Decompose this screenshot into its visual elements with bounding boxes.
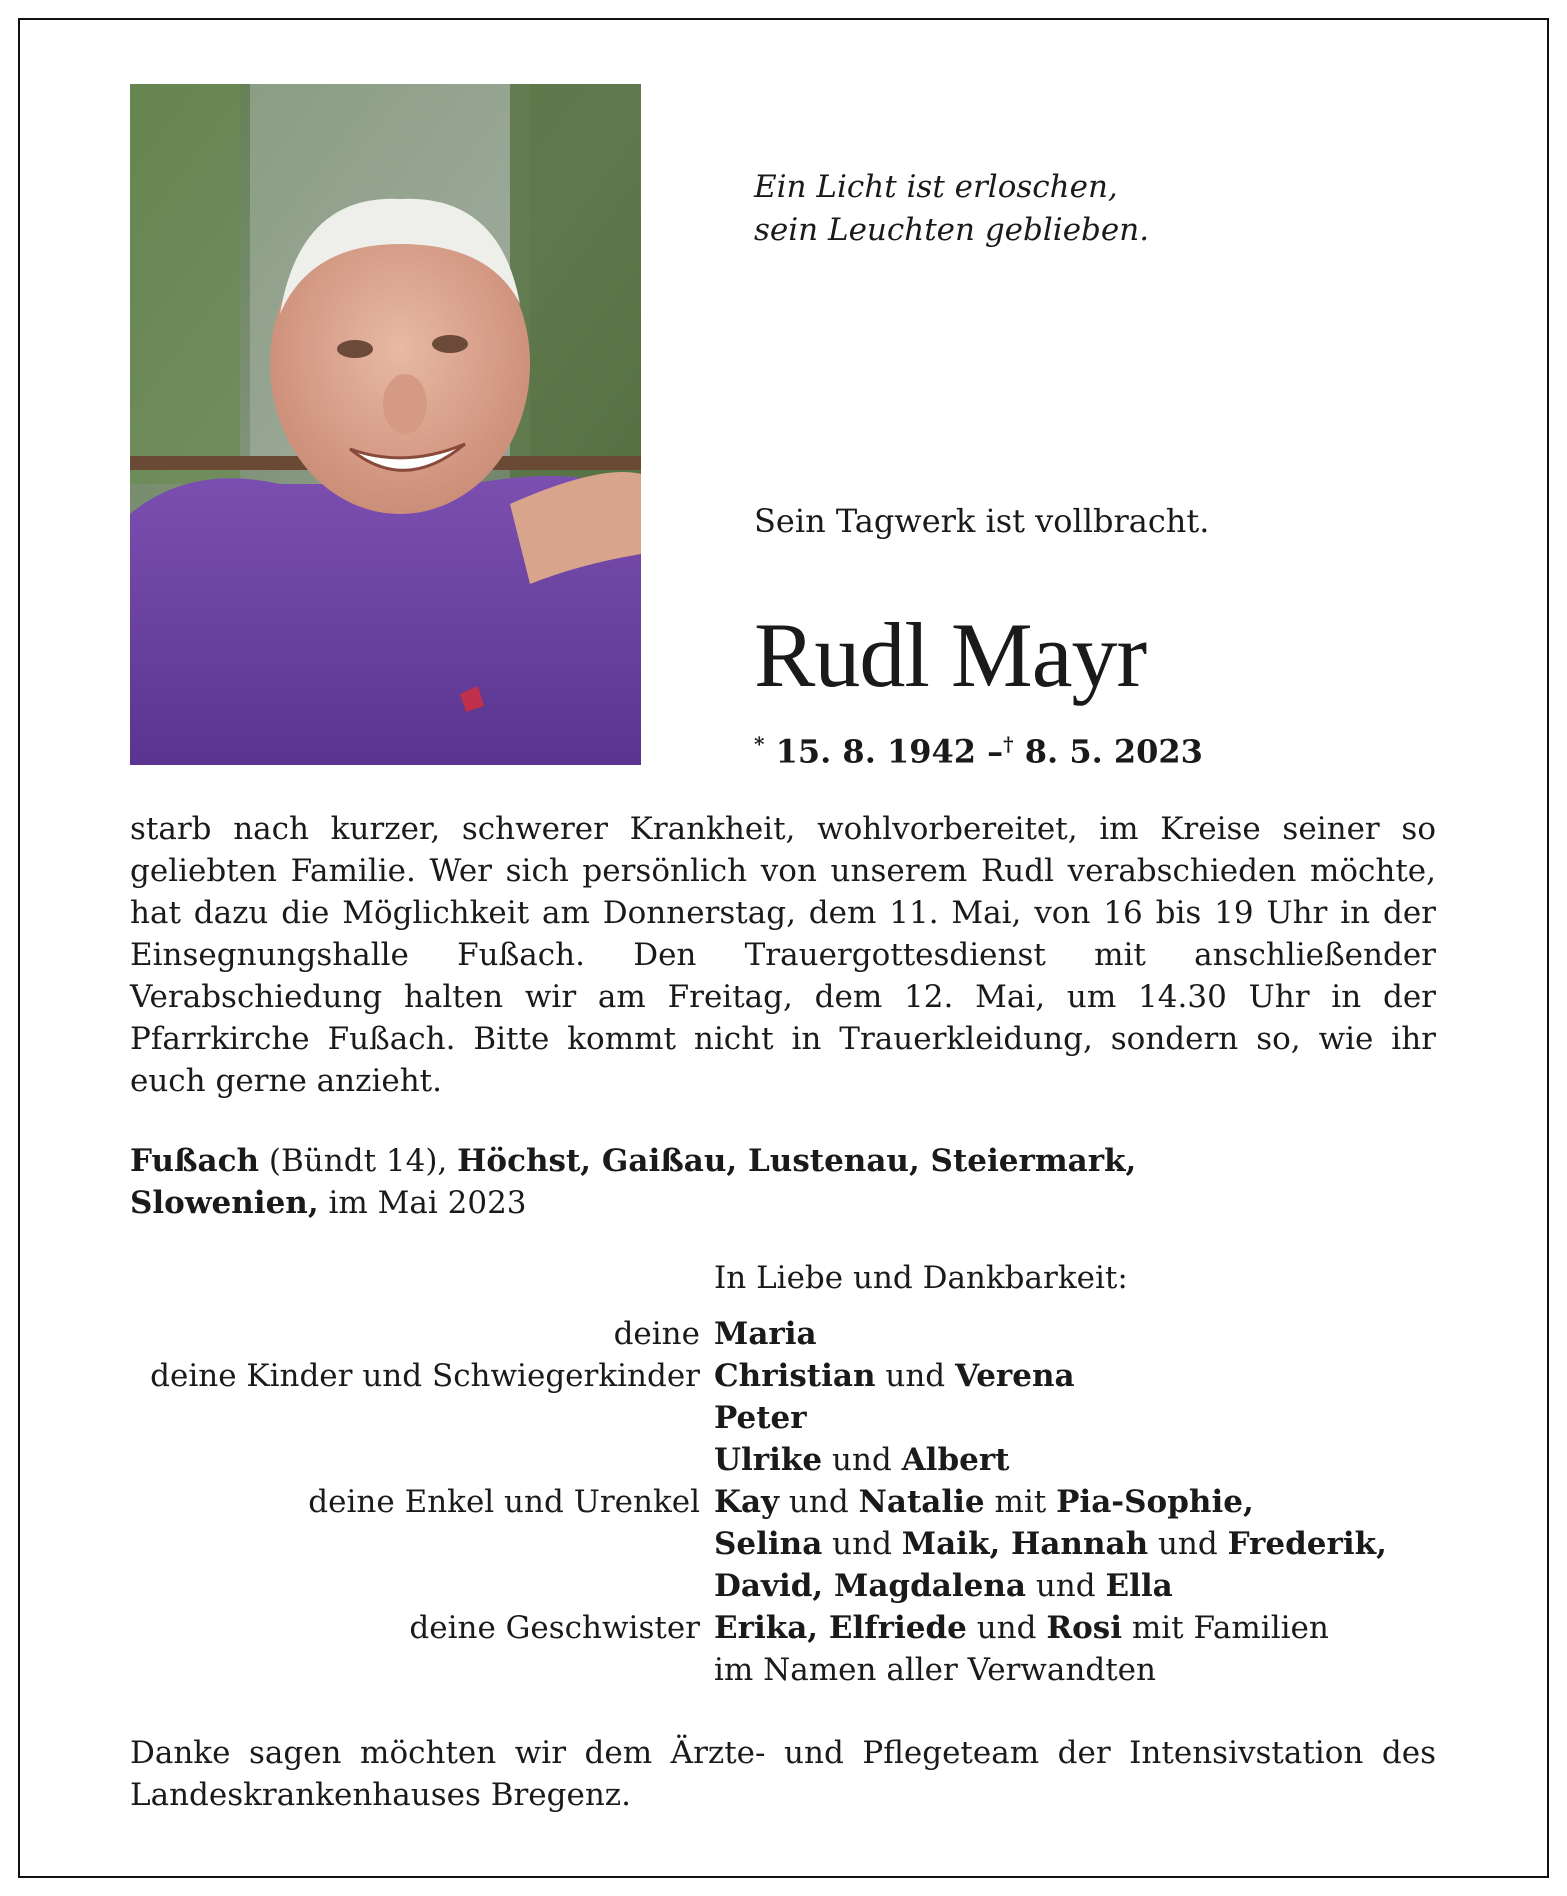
conjunction: und	[875, 1358, 955, 1394]
conjunction: mit	[984, 1484, 1057, 1520]
grandchild-name: Natalie	[858, 1484, 985, 1520]
quote-line-2: sein Leuchten geblieben.	[754, 212, 1150, 248]
family-row-siblings	[60, 1607, 1490, 1649]
family-row-grandchildren	[60, 1481, 1490, 1523]
grandchild-name: Maik, Hannah	[901, 1526, 1149, 1562]
closing-thanks: Danke sagen möchten wir dem Ärzte- und Pflegeteam der Intensivstation des Landeskrankenhauses Bregenz.	[130, 1735, 1436, 1813]
tagwerk-line: Sein Tagwerk ist vollbracht.	[754, 502, 1210, 540]
family-list	[60, 1313, 1490, 1691]
child-name: Christian	[714, 1358, 876, 1394]
grandchild-name: David, Magdalena	[714, 1568, 1026, 1604]
conjunction: und	[822, 1442, 902, 1478]
family-label: deine Kinder und Schwiegerkinder	[150, 1358, 700, 1394]
family-row-children	[60, 1397, 1490, 1439]
thanks-intro: In Liebe und Dankbarkeit:	[714, 1260, 1128, 1296]
birth-symbol: *	[754, 732, 765, 756]
grandchild-name: Ella	[1105, 1568, 1173, 1604]
place-address: (Bündt 14),	[259, 1143, 458, 1179]
spouse-name: Maria	[714, 1316, 817, 1352]
sibling-name: Rosi	[1046, 1610, 1123, 1646]
life-dates	[754, 732, 1203, 771]
family-row-children	[60, 1355, 1490, 1397]
family-label: deine Geschwister	[409, 1610, 700, 1646]
child-name: Albert	[901, 1442, 1010, 1478]
conjunction: und	[966, 1610, 1047, 1646]
memorial-quote	[754, 166, 1149, 252]
sibling-name: Erika, Elfriede	[714, 1610, 967, 1646]
grandchild-name: Kay	[714, 1484, 780, 1520]
grandchild-name: Selina	[714, 1526, 823, 1562]
family-suffix: mit Familien	[1122, 1610, 1329, 1646]
portrait-photo	[130, 84, 641, 765]
family-label: deine	[613, 1316, 700, 1352]
announcement-text: starb nach kurzer, schwerer Krankheit, wohlvorbereitet, im Kreise seiner so geliebten Familie. Wer sich persönlich von unserem Rudl verabschieden möchte, hat dazu die Möglichkeit am Donnerstag, dem 11. Mai, von 16 bis 19 Uhr in der Einsegnungshalle Fußach. Den Trauergottesdienst mit anschließender Verabschiedung halten wir am Freitag, dem 12. Mai, um 14.30 Uhr in der Pfarrkirche Fußach. Bitte kommt nicht in Trauerkleidung, sondern so, wie ihr euch gerne anzieht.	[130, 811, 1436, 1099]
death-symbol: †	[1003, 732, 1014, 756]
family-row-relatives	[60, 1649, 1490, 1691]
family-label: deine Enkel und Urenkel	[308, 1484, 700, 1520]
birth-date: 15. 8. 1942	[775, 732, 977, 771]
conjunction: und	[1148, 1526, 1228, 1562]
child-name: Verena	[954, 1358, 1075, 1394]
place-last: Slowenien,	[130, 1185, 319, 1221]
place-others: Höchst, Gaißau, Lustenau, Steiermark,	[457, 1143, 1137, 1179]
quote-line-1: Ein Licht ist erloschen,	[754, 169, 1118, 205]
death-date: 8. 5. 2023	[1024, 732, 1203, 771]
child-name: Peter	[714, 1400, 807, 1436]
child-name: Ulrike	[714, 1442, 823, 1478]
family-row-grandchildren	[60, 1565, 1490, 1607]
place-date: im Mai 2023	[318, 1185, 527, 1221]
conjunction: und	[779, 1484, 859, 1520]
family-row-spouse	[60, 1313, 1490, 1355]
relatives-line: im Namen aller Verwandten	[714, 1652, 1156, 1688]
grandchild-name: Pia-Sophie,	[1056, 1484, 1254, 1520]
conjunction: und	[1025, 1568, 1106, 1604]
family-row-children	[60, 1439, 1490, 1481]
date-separator: –	[987, 732, 1004, 771]
deceased-name: Rudl Mayr	[754, 604, 1147, 706]
family-row-grandchildren	[60, 1523, 1490, 1565]
grandchild-name: Frederik,	[1227, 1526, 1387, 1562]
place-town: Fußach	[130, 1143, 260, 1179]
places-line	[130, 1140, 1430, 1224]
conjunction: und	[822, 1526, 902, 1562]
